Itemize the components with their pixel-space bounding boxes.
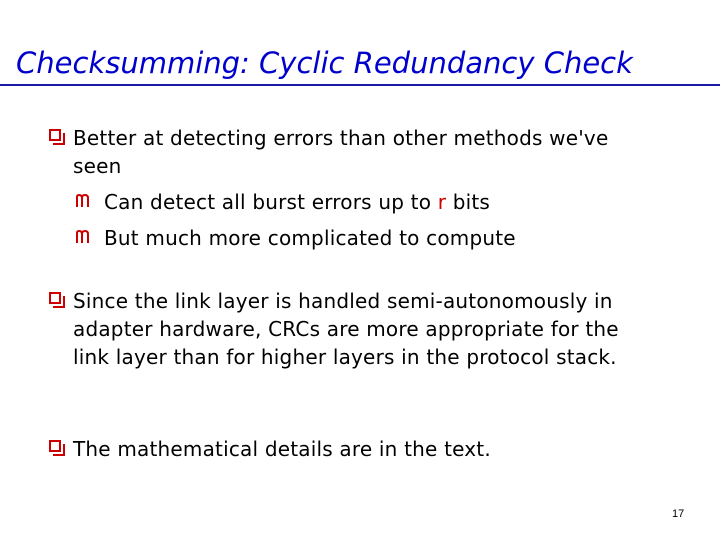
m-bullet-icon: [76, 194, 92, 208]
square-bullet-icon: [49, 129, 61, 141]
bullet-item: [49, 287, 649, 371]
m-bullet-icon: [76, 230, 92, 244]
title-divider: [0, 84, 720, 86]
bullet-item: [49, 435, 649, 463]
sub-bullet-item: [76, 188, 636, 216]
page-number: 17: [672, 508, 685, 520]
bullet-text: The mathematical details are in the text.: [73, 437, 491, 461]
sub-text-part: bits: [446, 190, 491, 214]
sub-text-part: Can detect all burst errors up to: [104, 190, 438, 214]
square-bullet-icon: [49, 440, 61, 452]
highlight-variable: r: [437, 190, 447, 214]
sub-bullet-text: But much more complicated to compute: [104, 226, 516, 250]
sub-bullet-item: [76, 224, 636, 252]
bullet-text: Since the link layer is handled semi-autonomously in adapter hardware, CRCs are more appropriate for the link layer than for higher layers in the protocol stack.: [73, 289, 619, 369]
bullet-item: [49, 124, 649, 180]
sub-bullet-text: [104, 188, 636, 216]
bullet-text: Better at detecting errors than other methods we've seen: [73, 126, 609, 178]
slide-title: Checksumming: Cyclic Redundancy Check: [16, 46, 633, 80]
square-bullet-icon: [49, 292, 61, 304]
